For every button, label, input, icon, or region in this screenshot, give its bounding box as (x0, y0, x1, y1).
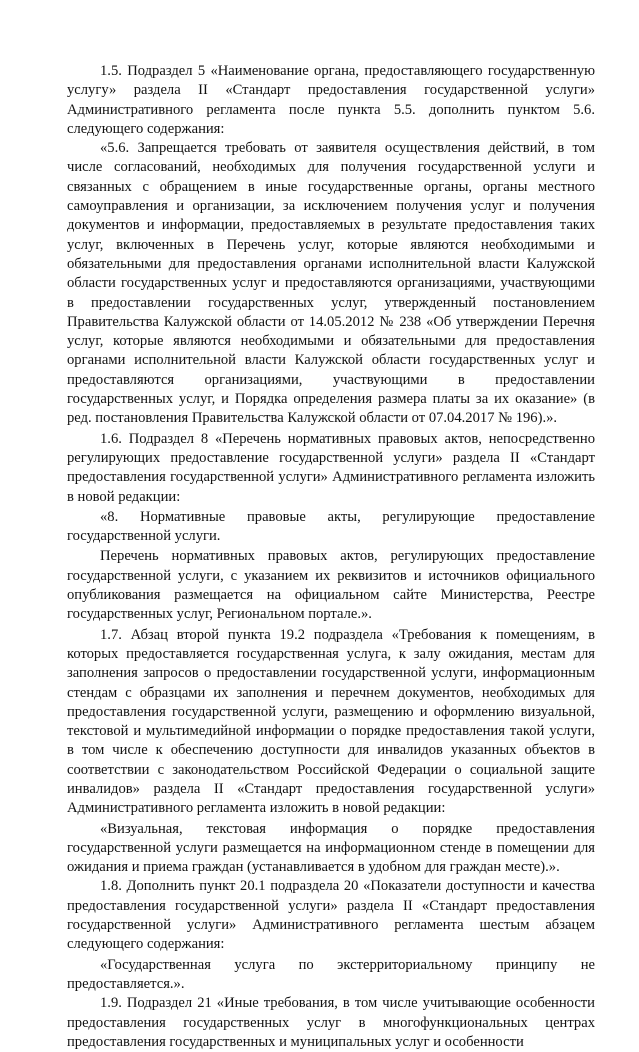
paragraph-1-7: 1.7. Абзац второй пункта 19.2 подраздела «Требования к помещениям, в которых предоставляется государственная услуга, к залу ожидания, местам для заполнения запросов о предоставлении государственной услуги, информационным стендам с образцами их заполнения и перечнем документов, необходимых для предоставления государственной услуги, размещению и оформлению визуальной, текстовой и мультимедийной информации о порядке предоставления такой услуги, в том числе к обеспечению доступности для инвалидов указанных объектов в соответствии с законодательством Российской Федерации о социальной защите инвалидов» раздела II «Стандарт предоставления государственной услуги» Административного регламента изложить в новой редакции: (67, 626, 595, 817)
paragraph-extraterritorial-quote: «Государственная услуга по экстерриториальному принципу не предоставляется.». (67, 956, 595, 992)
paragraph-1-6: 1.6. Подраздел 8 «Перечень нормативных правовых актов, непосредственно регулирующих предоставление государственной услуги» раздела II «Стандарт предоставления государственной услуги» Административного регламента изложить в новой редакции: (67, 430, 595, 505)
paragraph-5-6-quote: «5.6. Запрещается требовать от заявителя осуществления действий, в том числе согласований, необходимых для получения государственной услуги и связанных с обращением в иные государственные органы, органы местного самоуправления и организации, за исключением получения услуг и получения документов и информации, предоставляемых в результате предоставления таких услуг, включенных в Перечень услуг, которые являются необходимыми и обязательными для предоставления органами исполнительной власти Калужской области государственных услуг и предоставляются организациями, участвующими в предоставлении государственных услуг, утвержденный постановлением Правительства Калужской области от 14.05.2012 № 238 «Об утверждении Перечня услуг, которые являются необходимыми и обязательными для предоставления органами исполнительной власти Калужской области государственных услуг и предоставляются организациями, участвующими в предоставлении государственных услуг, и Порядка определения размера платы за их оказание» (в ред. постановления Правительства Калужской области от 07.04.2017 № 196).». (67, 140, 595, 427)
paragraph-8-quote: «8. Нормативные правовые акты, регулирующие предоставление государственной услуги. (67, 508, 595, 545)
document-body (67, 62, 595, 1052)
paragraph-visual-info-quote: «Визуальная, текстовая информация о порядке предоставления государственной услуги размещается на информационном стенде в помещении для ожидания и приема граждан (устанавливается в удобном для граждан месте).». (67, 820, 595, 876)
paragraph-list-of-acts: Перечень нормативных правовых актов, регулирующих предоставление государственной услуги, с указанием их реквизитов и источников официального опубликования размещается на официальном сайте Министерства, Реестре государственных услуг, Региональном портале.». (67, 548, 595, 623)
paragraph-1-5: 1.5. Подраздел 5 «Наименование органа, предоставляющего государственную услугу» раздела II «Стандарт предоставления государственной услуги» Административного регламента после пункта 5.5. дополнить пунктом 5.6. следующего содержания: (67, 63, 595, 137)
paragraph-1-8: 1.8. Дополнить пункт 20.1 подраздела 20 «Показатели доступности и качества предоставления государственной услуги» раздела II «Стандарт предоставления государственной услуги» Административного регламента шестым абзацем следующего содержания: (67, 878, 595, 953)
paragraph-1-9: 1.9. Подраздел 21 «Иные требования, в том числе учитывающие особенности предоставления государственных услуг в многофункциональных центрах предоставления государственных и муниципальных услуг и особенности (67, 995, 595, 1050)
